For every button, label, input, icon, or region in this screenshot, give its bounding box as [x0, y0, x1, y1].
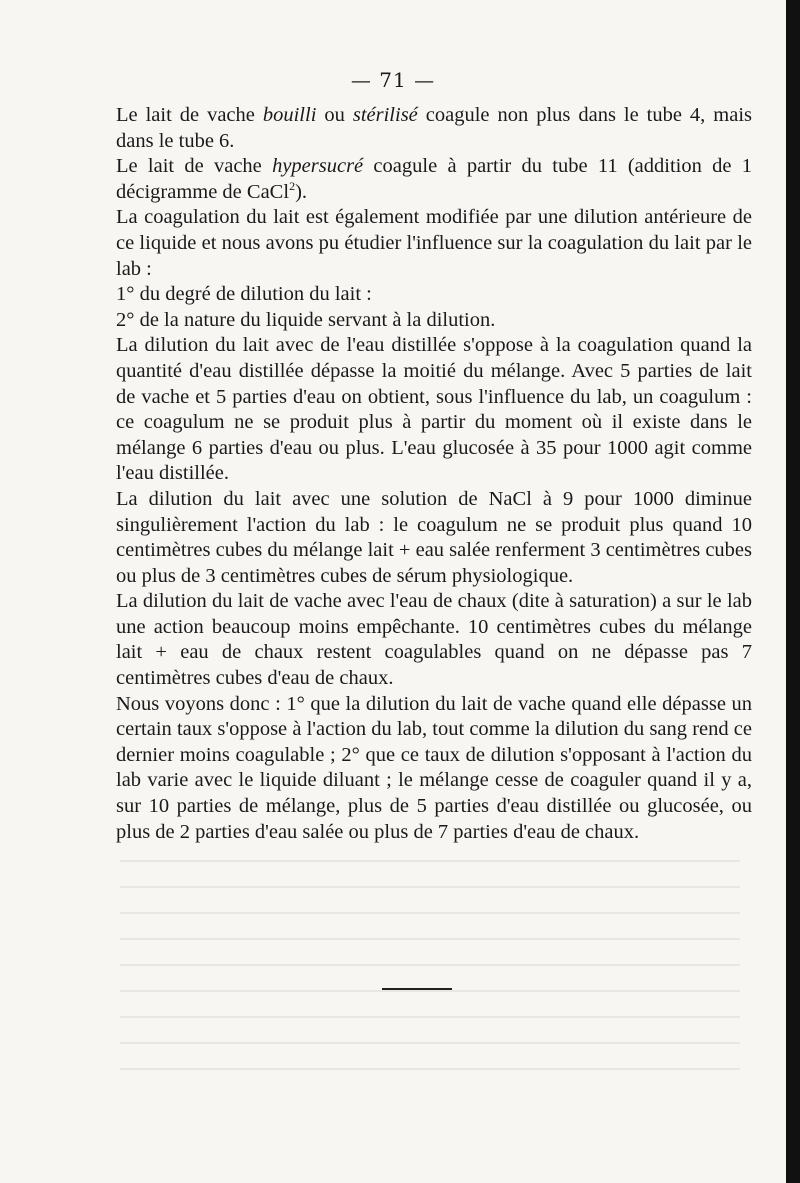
- italic-term: stérilisé: [352, 104, 418, 126]
- paragraph: [116, 308, 752, 334]
- paragraph: [116, 282, 752, 308]
- text-run: Le lait de vache: [116, 104, 263, 126]
- paragraph: [116, 487, 752, 589]
- paragraph: [116, 205, 752, 282]
- text-run: La dilution du lait avec de l'eau distillée s'oppose à la coagulation quand la quantité d'eau distillée dépasse la moitié du mélange. Avec 5 parties de lait de vache et 5 parties d'eau on obtient, sous l'influence du lab, un coagulum : ce coagulum ne se produit plus à partir du moment où il existe dans le mélange 6 parties d'eau ou plus. L'eau glucosée à 35 pour 1000 agit comme l'eau distillée.: [116, 334, 752, 485]
- text-run: La dilution du lait de vache avec l'eau de chaux (dite à saturation) a sur le lab une action beaucoup moins empêchante. 10 centimètres cubes du mélange lait + eau de chaux restent coagulables quand on ne dépasse pas 7 centimètres cubes d'eau de chaux.: [116, 590, 752, 690]
- text-run: 2° de la nature du liquide servant à la dilution.: [116, 308, 496, 331]
- body-text: [116, 103, 752, 845]
- text-run: Nous voyons donc : 1° que la dilution du lait de vache quand elle dépasse un certain taux s'oppose à l'action du lab, tout comme la dilution du sang rend ce dernier moins coagulable ; 2° que ce taux de dilution s'opposant à l'action du lab varie avec le liquide diluant ; le mélange cesse de coaguler quand il y a, sur 10 parties de mélange, plus de 5 parties d'eau distillée ou glucosée, ou plus de 2 parties d'eau salée ou plus de 7 parties d'eau de chaux.: [116, 692, 752, 843]
- text-run: ou: [316, 104, 353, 126]
- text-run: coagule non plus dans le tube 4, mais dans le tube 6.: [116, 104, 752, 152]
- paragraph: [116, 589, 752, 691]
- paragraph: [116, 692, 752, 846]
- page-number: — 71 —: [350, 68, 436, 92]
- text-run: La coagulation du lait est également modifiée par une dilution antérieure de ce liquide et nous avons pu étudier l'influence sur la coagulation du lait par le lab :: [116, 206, 752, 280]
- bleed-through-texture: [120, 860, 740, 1090]
- text-run: coagule à partir du tube 11 (addition de 1 décigramme de CaCl: [116, 155, 753, 203]
- text-run: 1° du degré de dilution du lait :: [116, 283, 372, 306]
- text-run: Le lait de vache: [116, 155, 273, 178]
- paragraph: [116, 154, 752, 205]
- section-end-rule: [382, 988, 452, 990]
- text-run: La dilution du lait avec une solution de NaCl à 9 pour 1000 diminue singulièrement l'action du lab : le coagulum ne se produit plus quand 10 centimètres cubes du mélange lait + eau salée renferment 3 centimètres cubes ou plus de 3 centimètres cubes de sérum physiologique.: [116, 487, 752, 587]
- paragraph: [116, 333, 752, 487]
- italic-term: bouilli: [262, 104, 317, 126]
- italic-term: hypersucré: [272, 155, 364, 178]
- paragraph: [116, 103, 752, 154]
- text-run: ).: [295, 180, 308, 203]
- superscript: 2: [289, 178, 296, 193]
